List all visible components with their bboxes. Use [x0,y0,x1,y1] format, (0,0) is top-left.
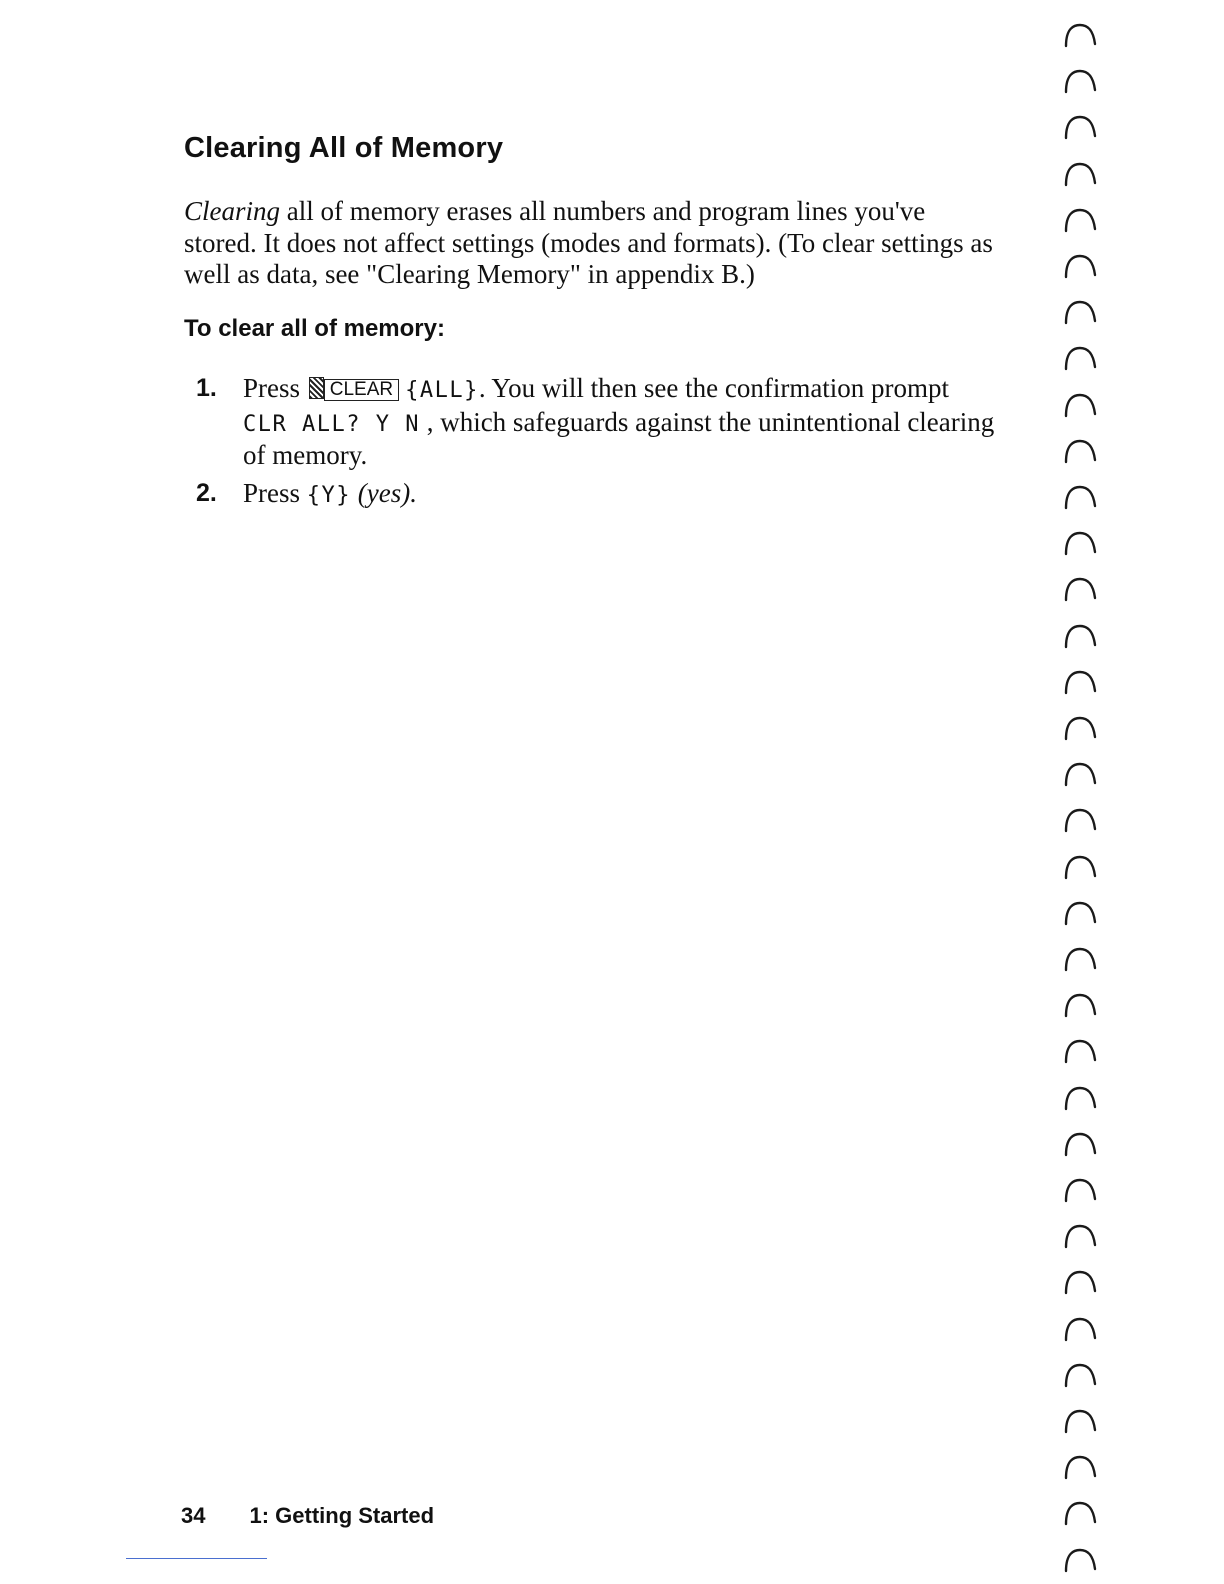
binding-ring-icon [1060,438,1100,464]
binding-ring-icon [1060,530,1100,556]
binding-ring-icon [1060,992,1100,1018]
binding-ring-icon [1060,1454,1100,1480]
step-press-word: Press [243,478,301,508]
section-heading: Clearing All of Memory [184,132,504,164]
binding-ring-icon [1060,576,1100,602]
page-number: 34 [181,1503,206,1528]
step-2 [196,478,996,512]
binding-ring-icon [1060,1408,1100,1434]
binding-ring-icon [1060,715,1100,741]
binding-ring-icon [1060,807,1100,833]
page-footer [181,1503,434,1529]
shift-key-icon [309,377,324,399]
step-text: . You will then see the confirmation prompt [478,373,950,403]
binding-ring-icon [1060,946,1100,972]
step-press-word: Press [243,373,301,403]
binding-ring-icon [1060,1038,1100,1064]
intro-paragraph [184,196,1004,291]
binding-ring-icon [1060,161,1100,187]
binding-ring-icon [1060,1085,1100,1111]
binding-ring-icon [1060,207,1100,233]
binding-ring-icon [1060,761,1100,787]
binding-ring-icon [1060,114,1100,140]
step-number: 1. [196,374,217,402]
binding-ring-icon [1060,1269,1100,1295]
binding-ring-icon [1060,669,1100,695]
binding-ring-icon [1060,345,1100,371]
step-1 [196,373,996,472]
binding-ring-icon [1060,1223,1100,1249]
binding-ring-icon [1060,253,1100,279]
step-body [243,373,996,472]
procedure-heading: To clear all of memory: [184,315,445,342]
binding-ring-icon [1060,1362,1100,1388]
intro-text: all of memory erases all numbers and program lines you've stored. It does not affect settings (modes and formats). (To clear settings as well as data, see "Clearing Memory" in appendix B.) [184,196,993,289]
intro-lead-word: Clearing [184,196,281,226]
footer-rule [126,1558,267,1559]
confirmation-prompt: CLR ALL? Y N [243,411,420,437]
binding-ring-icon [1060,854,1100,880]
binding-ring-icon [1060,900,1100,926]
step-note: (yes). [357,478,417,508]
binding-ring-icon [1060,392,1100,418]
binding-ring-icon [1060,1131,1100,1157]
binding-ring-icon [1060,1177,1100,1203]
binding-ring-icon [1060,1547,1100,1573]
step-body [243,478,996,512]
binding-ring-icon [1060,484,1100,510]
binding-ring-icon [1060,1500,1100,1526]
step-text-continued: , which safeguards against the unintentional clearing of memory. [243,406,995,470]
binding-ring-icon [1060,68,1100,94]
spiral-binding [1060,14,1110,1574]
step-number: 2. [196,479,217,507]
binding-ring-icon [1060,623,1100,649]
menu-key-all: {ALL} [405,378,479,403]
binding-ring-icon [1060,1316,1100,1342]
menu-key-yes: {Y} [306,483,352,508]
binding-ring-icon [1060,299,1100,325]
clear-key: CLEAR [324,379,399,401]
chapter-title: 1: Getting Started [249,1503,435,1528]
binding-ring-icon [1060,22,1100,48]
